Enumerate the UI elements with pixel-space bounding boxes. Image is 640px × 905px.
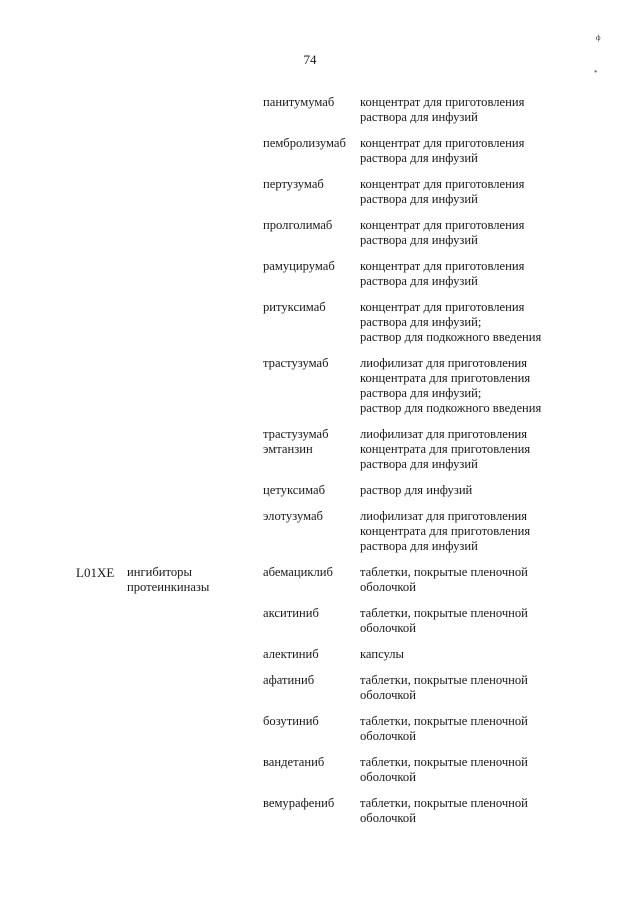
drug-name: элотузумаб: [263, 509, 323, 523]
table-row: [0, 606, 640, 636]
table-row: [0, 647, 640, 662]
dosage-form: концентрат для приготовления раствора для инфузий: [360, 177, 525, 206]
drug-name: панитумумаб: [263, 95, 335, 109]
drug-name: бозутиниб: [263, 714, 319, 728]
dosage-form: концентрат для приготовления раствора для инфузий: [360, 218, 525, 247]
drug-name: вемурафениб: [263, 796, 335, 810]
drug-name: ритуксимаб: [263, 300, 326, 314]
table-row: [0, 483, 640, 498]
table-row: [0, 755, 640, 785]
table-row: [0, 565, 640, 595]
margin-mark: ф: [596, 34, 601, 42]
dosage-form: таблетки, покрытые пленочной оболочкой: [360, 565, 528, 594]
table-row: [0, 356, 640, 416]
drug-name: алектиниб: [263, 647, 319, 661]
dosage-form: концентрат для приготовления раствора для инфузий: [360, 259, 525, 288]
table-row: [0, 177, 640, 207]
dosage-form: лиофилизат для приготовления концентрата для приготовления раствора для инфузий: [360, 509, 531, 553]
dosage-form: таблетки, покрытые пленочной оболочкой: [360, 714, 528, 743]
drug-name: пертузумаб: [263, 177, 324, 191]
page-number: 74: [303, 52, 317, 67]
dosage-form: лиофилизат для приготовления концентрата для приготовления раствора для инфузий: [360, 427, 531, 471]
drug-name: вандетаниб: [263, 755, 325, 769]
dosage-form: концентрат для приготовления раствора для инфузий; раствор для подкожного введения: [360, 300, 542, 344]
drug-name: цетуксимаб: [263, 483, 325, 497]
margin-mark: *: [594, 69, 598, 77]
table-row: [0, 509, 640, 554]
drug-name: абемациклиб: [263, 565, 333, 579]
table-row: [0, 95, 640, 125]
drug-group: ингибиторы протеинкиназы: [127, 565, 210, 594]
dosage-form: концентрат для приготовления раствора для инфузий: [360, 95, 525, 124]
dosage-form: капсулы: [360, 647, 405, 661]
drug-name: афатиниб: [263, 673, 315, 687]
dosage-form: раствор для инфузий: [360, 483, 473, 497]
table-row: [0, 796, 640, 826]
dosage-form: таблетки, покрытые пленочной оболочкой: [360, 755, 528, 784]
atc-code: L01XE: [76, 565, 115, 580]
dosage-form: лиофилизат для приготовления концентрата для приготовления раствора для инфузий; раствор для подкожного введения: [360, 356, 542, 415]
table-row: [0, 300, 640, 345]
table-row: [0, 136, 640, 166]
drug-name: трастузумаб: [263, 356, 329, 370]
dosage-form: таблетки, покрытые пленочной оболочкой: [360, 796, 528, 825]
dosage-form: таблетки, покрытые пленочной оболочкой: [360, 673, 528, 702]
table-row: [0, 714, 640, 744]
drug-name: пролголимаб: [263, 218, 333, 232]
table-row: [0, 218, 640, 248]
drug-name: трастузумаб эмтанзин: [263, 427, 329, 456]
drug-name: рамуцирумаб: [263, 259, 335, 273]
drug-table: [0, 95, 640, 837]
table-row: [0, 259, 640, 289]
dosage-form: концентрат для приготовления раствора для инфузий: [360, 136, 525, 165]
dosage-form: таблетки, покрытые пленочной оболочкой: [360, 606, 528, 635]
table-row: [0, 673, 640, 703]
table-row: [0, 427, 640, 472]
drug-name: акситиниб: [263, 606, 319, 620]
drug-name: пембролизумаб: [263, 136, 346, 150]
